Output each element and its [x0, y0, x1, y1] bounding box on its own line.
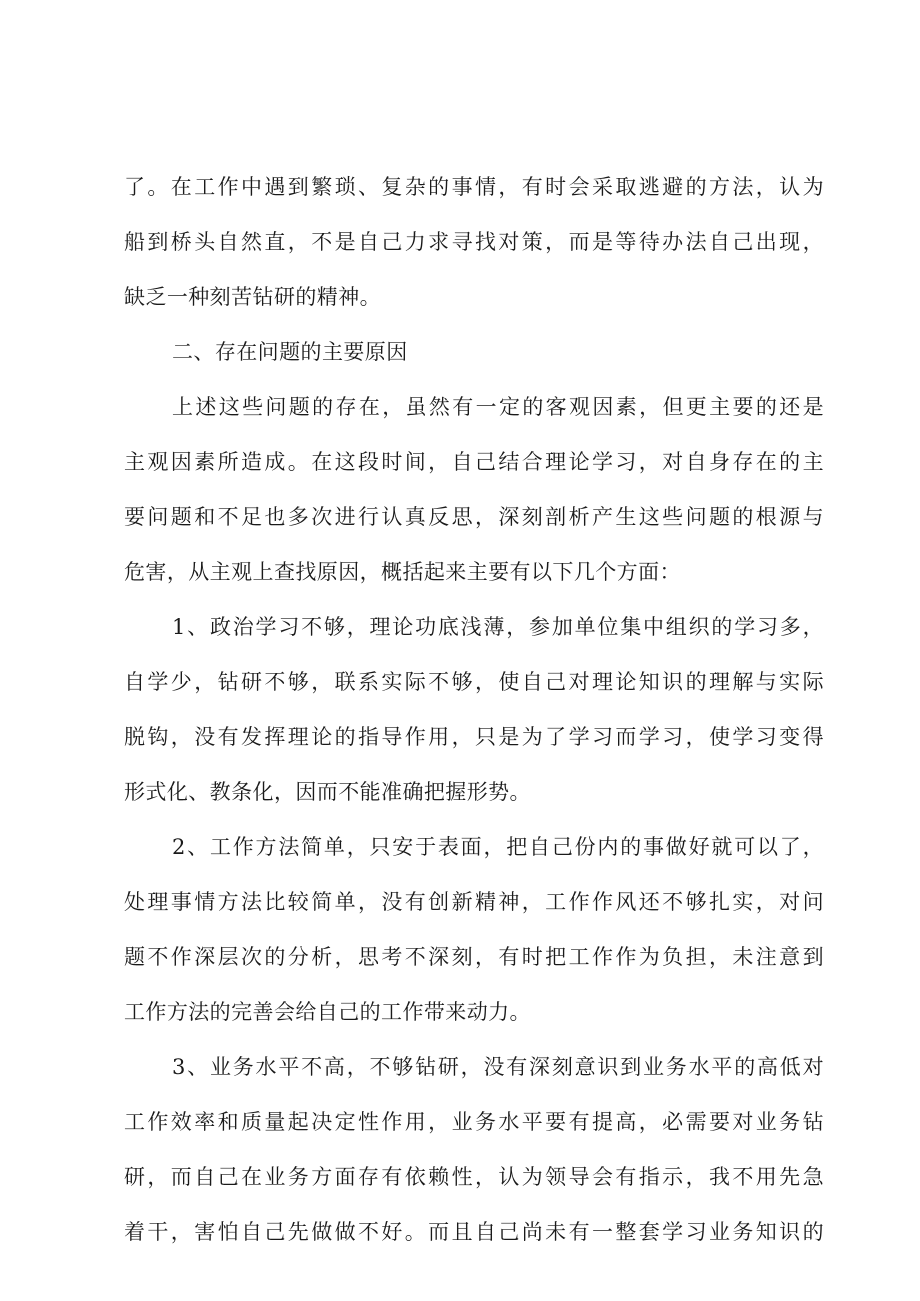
- text-line: 处理事情方法比较简单，没有创新精神，工作作风还不够扎实，对问: [124, 890, 824, 914]
- document-body: [124, 160, 824, 1260]
- paragraph: [124, 600, 824, 820]
- text-line: 3、业务水平不高，不够钻研，没有深刻意识到业务水平的高低对: [172, 1055, 824, 1079]
- paragraph: [124, 820, 824, 1040]
- text-line: 了。在工作中遇到繁琐、复杂的事情，有时会采取逃避的方法，认为: [124, 175, 824, 199]
- text-line: 工作方法的完善会给自己的工作带来动力。: [124, 1000, 531, 1024]
- text-line: 危害，从主观上查找原因，概括起来主要有以下几个方面：: [124, 560, 681, 584]
- section-heading: [124, 325, 824, 380]
- paragraph: [124, 160, 824, 325]
- text-line: 研，而自己在业务方面存有依赖性，认为领导会有指示，我不用先急: [124, 1165, 824, 1189]
- text-line: 船到桥头自然直，不是自己力求寻找对策，而是等待办法自己出现，: [124, 230, 824, 254]
- text-line: 题不作深层次的分析，思考不深刻，有时把工作作为负担，未注意到: [124, 945, 824, 969]
- text-line: 形式化、教条化，因而不能准确把握形势。: [124, 780, 531, 804]
- text-line: 着干，害怕自己先做做不好。而且自己尚未有一整套学习业务知识的: [124, 1220, 824, 1244]
- text-line: 自学少，钻研不够，联系实际不够，使自己对理论知识的理解与实际: [124, 670, 824, 694]
- text-line: 缺乏一种刻苦钻研的精神。: [124, 285, 382, 309]
- text-line: 二、存在问题的主要原因: [172, 340, 408, 364]
- text-line: 脱钩，没有发挥理论的指导作用，只是为了学习而学习，使学习变得: [124, 725, 824, 749]
- text-line: 工作效率和质量起决定性作用，业务水平要有提高，必需要对业务钻: [124, 1110, 824, 1134]
- text-line: 2、工作方法简单，只安于表面，把自己份内的事做好就可以了，: [172, 835, 824, 859]
- text-line: 主观因素所造成。在这段时间，自己结合理论学习，对自身存在的主: [124, 450, 824, 474]
- text-line: 要问题和不足也多次进行认真反思，深刻剖析产生这些问题的根源与: [124, 505, 824, 529]
- paragraph: [124, 380, 824, 600]
- paragraph: [124, 1040, 824, 1260]
- text-line: 1、政治学习不够，理论功底浅薄，参加单位集中组织的学习多，: [172, 615, 824, 639]
- text-line: 上述这些问题的存在，虽然有一定的客观因素，但更主要的还是: [172, 395, 824, 419]
